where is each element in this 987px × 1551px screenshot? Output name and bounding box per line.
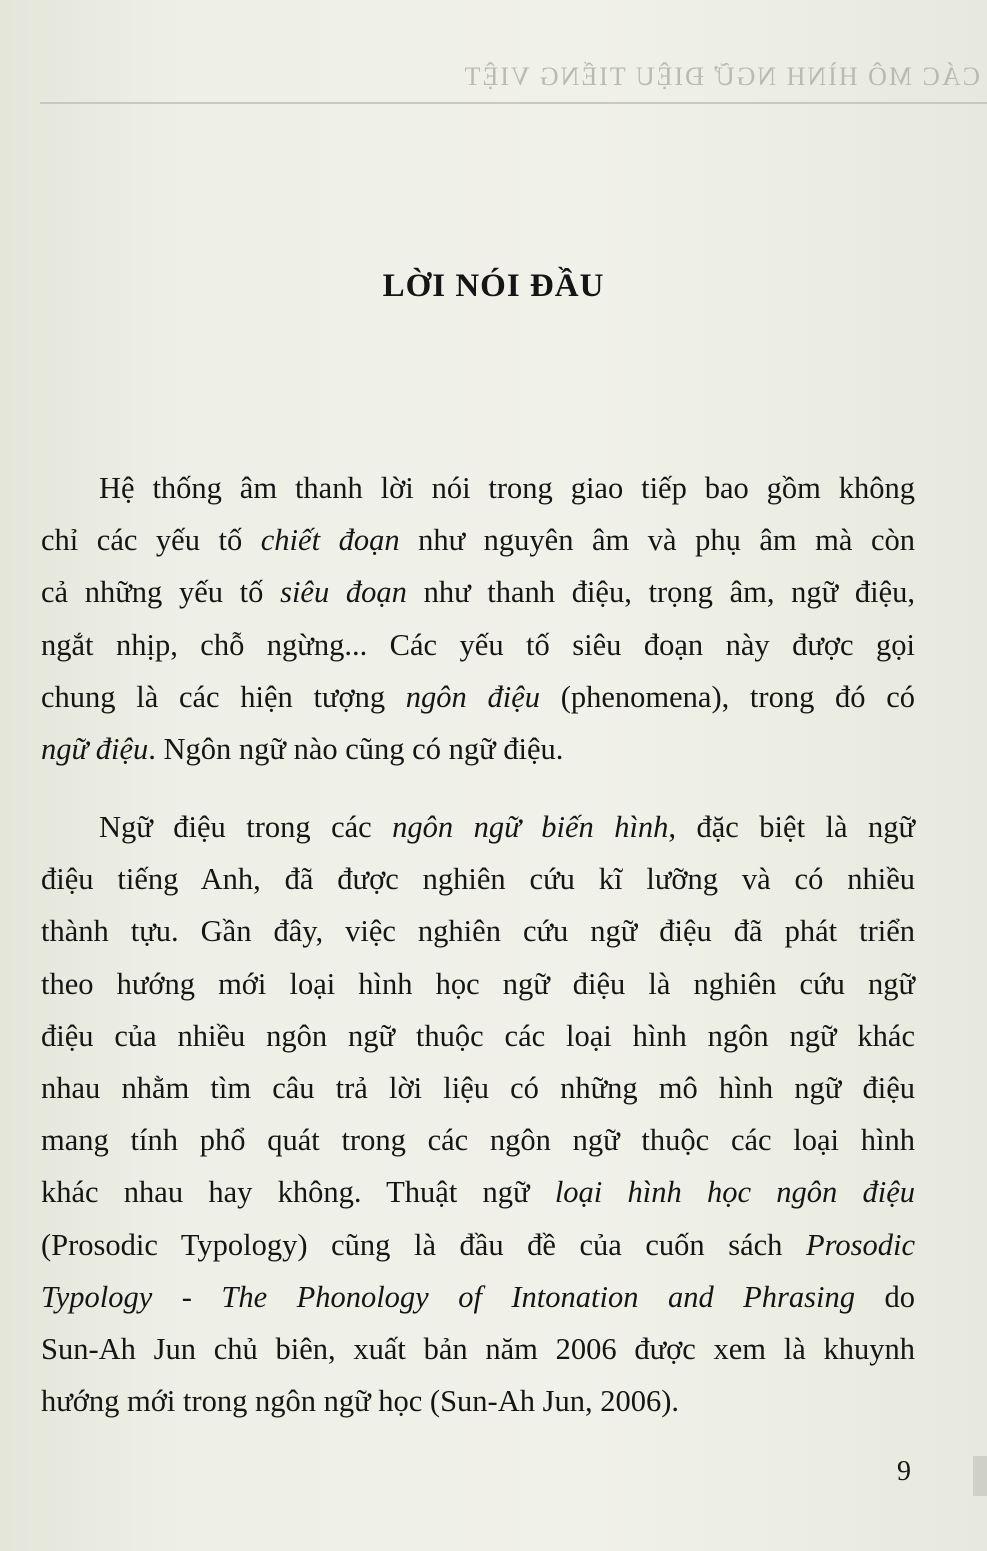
p1-line-1: Hệ thống âm thanh lời nói trong giao tiếp bao gồm không xyxy=(99,471,915,505)
italic-term: siêu đoạn xyxy=(280,575,407,610)
italic-term: ngữ điệu xyxy=(41,732,149,767)
p2-line-7: mang tính phổ quát trong các ngôn ngữ thuộc các loại hình xyxy=(41,1123,915,1158)
italic-term: ngôn điệu xyxy=(405,679,541,714)
p1-line-3: cả những yếu tố siêu đoạn như thanh điệu, trọng âm, ngữ điệu, xyxy=(41,575,915,610)
p1-line-4: ngắt nhịp, chỗ ngừng... Các yếu tố siêu đoạn này được gọi xyxy=(41,627,915,662)
italic-term: loại hình học ngôn điệu xyxy=(554,1175,915,1210)
p2-line-2: điệu tiếng Anh, đã được nghiên cứu kĩ lưỡng và có nhiều xyxy=(41,862,915,897)
p2-line-12: hướng mới trong ngôn ngữ học (Sun-Ah Jun, 2006). xyxy=(41,1384,680,1419)
header-rule xyxy=(40,102,987,104)
italic-term: Prosodic xyxy=(806,1227,915,1262)
p2-line-1: Ngữ điệu trong các ngôn ngữ biến hình, đặc biệt là ngữ xyxy=(99,810,916,844)
p2-line-5: điệu của nhiều ngôn ngữ thuộc các loại hình ngôn ngữ khác xyxy=(41,1018,915,1053)
p2-line-11: Sun-Ah Jun chủ biên, xuất bản năm 2006 được xem là khuynh xyxy=(41,1332,915,1367)
italic-book-title: Typology - The Phonology of Intonation and Phrasing xyxy=(41,1279,856,1314)
p1-line-6: ngữ điệu. Ngôn ngữ nào cũng có ngữ điệu. xyxy=(41,732,564,767)
italic-term: ngôn ngữ biến hình, xyxy=(392,810,677,844)
p2-line-6: nhau nhằm tìm câu trả lời liệu có những mô hình ngữ điệu xyxy=(41,1071,915,1106)
italic-term: chiết đoạn xyxy=(260,523,400,558)
p1-line-2: chỉ các yếu tố chiết đoạn như nguyên âm và phụ âm mà còn xyxy=(41,523,915,558)
p2-line-10: Typology - The Phonology of Intonation and Phrasing do xyxy=(41,1279,915,1314)
page-title: LỜI NÓI ĐẦU xyxy=(382,268,605,304)
page-edge-mark xyxy=(973,1456,987,1496)
page-number: 9 xyxy=(897,1456,911,1487)
p1-line-5: chung là các hiện tượng ngôn điệu (phenomena), trong đó có xyxy=(41,679,915,714)
p2-line-8: khác nhau hay không. Thuật ngữ loại hình học ngôn điệu xyxy=(41,1175,915,1210)
paragraph-2 xyxy=(41,801,915,1427)
paragraph-1 xyxy=(41,462,915,775)
running-header: CÁC MÔ HÌNH NGỮ ĐIỆU TIẾNG VIỆT xyxy=(462,62,980,91)
p2-line-9: (Prosodic Typology) cũng là đầu đề của cuốn sách Prosodic xyxy=(41,1227,915,1262)
p2-line-3: thành tựu. Gần đây, việc nghiên cứu ngữ điệu đã phát triển xyxy=(41,914,915,949)
p2-line-4: theo hướng mới loại hình học ngữ điệu là nghiên cứu ngữ xyxy=(41,966,915,1001)
